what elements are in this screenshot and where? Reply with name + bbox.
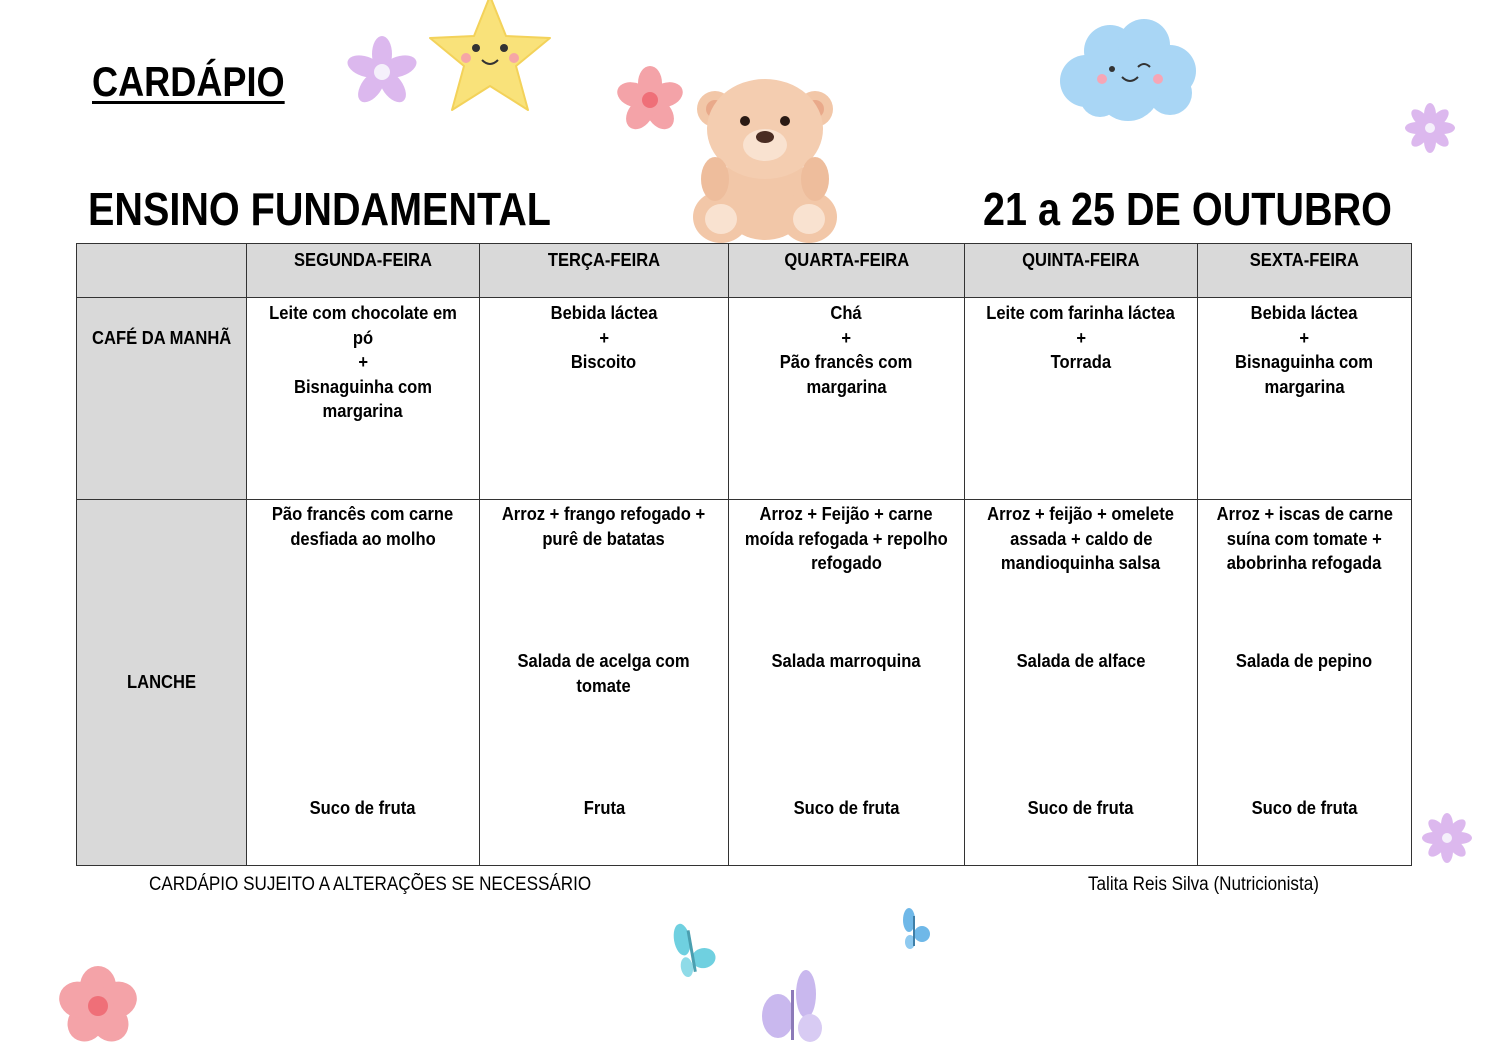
star-icon [430,0,550,110]
footer-note: CARDÁPIO SUJEITO A ALTERAÇÕES SE NECESSÁRIO [149,874,592,895]
butterfly-icon [671,919,718,979]
footer-signature: Talita Reis Silva (Nutricionista) [1088,874,1319,895]
day-header: QUARTA-FEIRA [729,244,965,298]
lanche-main: Pão francês com carne desfiada ao molho [272,504,454,549]
small-lilac-flower-icon [1405,103,1455,153]
menu-table [76,243,1412,866]
butterfly-icon [762,970,822,1042]
lanche-cell [1198,500,1412,866]
day-header: SEGUNDA-FEIRA [247,244,480,298]
day-header: QUINTA-FEIRA [965,244,1198,298]
school-level: ENSINO FUNDAMENTAL [88,183,551,235]
pink-flower-icon [614,66,686,135]
butterfly-icon [903,908,930,949]
lanche-cell [247,500,480,866]
lanche-main: Arroz + iscas de carne suína com tomate + abobrinha refogada [1216,504,1393,573]
lanche-dessert: Suco de fruta [793,798,900,818]
small-lilac-flower-icon [1422,813,1472,863]
lanche-main: Arroz + feijão + omelete assada + caldo de mandioquinha salsa [987,504,1175,573]
lanche-cell [965,500,1198,866]
pink-flower-icon [54,966,141,1049]
cafe-row [77,298,1412,500]
day-header: SEXTA-FEIRA [1198,244,1412,298]
teddy-bear-icon [693,79,837,243]
cafe-cell: Chá + Pão francês com margarina [729,298,965,500]
lanche-main: Arroz + frango refogado + purê de batatas [502,504,706,549]
page-title: CARDÁPIO [92,58,285,105]
lanche-dessert: Suco de fruta [310,798,416,818]
lanche-salad: Salada de alface [1016,651,1146,671]
lanche-salad: Salada marroquina [771,651,922,671]
lilac-flower-icon [345,36,420,107]
row-label-cafe: CAFÉ DA MANHÃ [77,298,247,500]
date-range: 21 a 25 DE OUTUBRO [983,183,1392,235]
row-label-lanche: LANCHE [77,500,247,866]
header-empty [77,244,247,298]
header-row [77,244,1412,298]
lanche-cell [729,500,965,866]
lanche-row [77,500,1412,866]
lanche-salad: Salada de acelga com tomate [517,651,691,696]
cafe-cell: Leite com farinha láctea + Torrada [965,298,1198,500]
lanche-salad: Salada de pepino [1236,651,1373,671]
lanche-main: Arroz + Feijão + carne moída refogada + repolho refogado [745,504,948,573]
lanche-dessert: Suco de fruta [1028,798,1134,818]
lanche-dessert: Suco de fruta [1251,798,1358,818]
cloud-icon [1060,19,1196,121]
day-header: TERÇA-FEIRA [480,244,729,298]
lanche-dessert: Fruta [583,798,625,818]
cafe-cell: Bebida láctea + Biscoito [480,298,729,500]
cafe-cell: Leite com chocolate em pó + Bisnaguinha com margarina [247,298,480,500]
lanche-cell [480,500,729,866]
cafe-cell: Bebida láctea + Bisnaguinha com margarina [1198,298,1412,500]
